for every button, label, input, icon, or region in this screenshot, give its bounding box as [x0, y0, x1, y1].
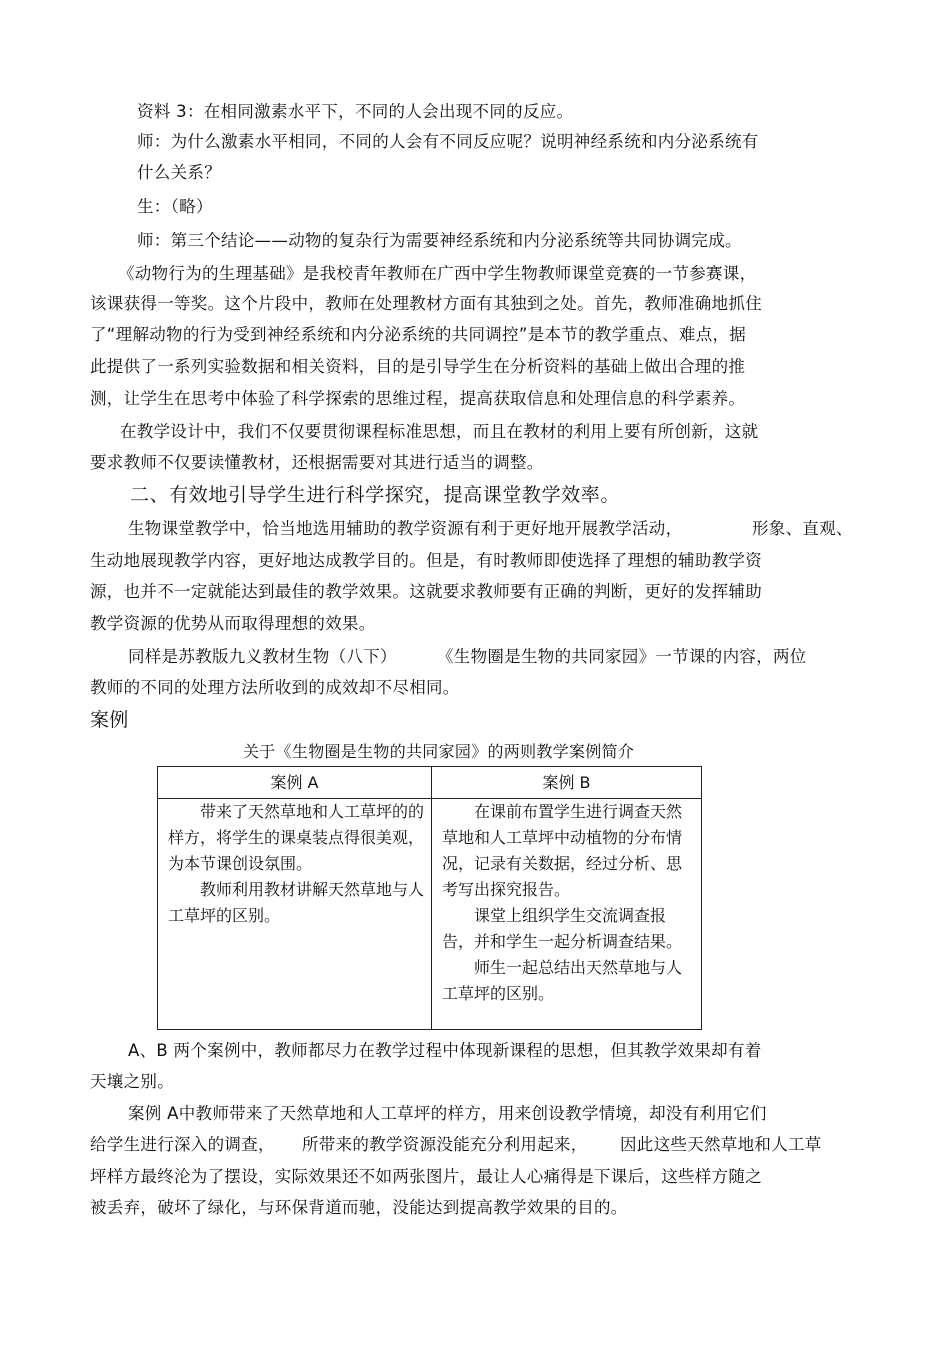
col-b-paragraph: 课堂上组织学生交流调查报告，并和学生一起分析调查结果。: [442, 906, 683, 951]
ab-line: A、B 两个案例中，教师都尽力在教学过程中体现新课程的思想，但其教学效果却有着: [128, 1041, 762, 1060]
resource-line: 形象、直观、: [752, 519, 853, 538]
case-comparison-table: [157, 766, 702, 1030]
col-b-cell: [432, 799, 702, 1030]
commentary-line: 该课获得一等奖。这个片段中，教师在处理教材方面有其独到之处。首先，教师准确地抓住: [90, 294, 762, 313]
analysis-line: 所带来的教学资源没能充分利用起来，: [302, 1135, 588, 1154]
table-caption: 关于《生物圈是生物的共同家园》的两则教学案例简介: [243, 742, 635, 761]
dialog-line: 资料 3：在相同激素水平下，不同的人会出现不同的反应。: [137, 102, 574, 121]
design-line: 要求教师不仅要读懂教材，还根据需要对其进行适当的调整。: [90, 453, 544, 472]
design-line: 在教学设计中，我们不仅要贯彻课程标准思想，而且在教材的利用上要有所创新，这就: [120, 422, 759, 441]
col-a-header: 案例 A: [158, 767, 432, 799]
table-header-row: [158, 767, 702, 799]
col-a-paragraph: 带来了天然草地和人工草坪的的样方，将学生的课桌装点得很美观，为本节课创设氛围。: [168, 802, 425, 873]
col-a-cell: [158, 799, 432, 1030]
commentary-line: 了“理解动物的行为受到神经系统和内分泌系统的共同调控”是本节的教学重点、难点，据: [90, 325, 747, 344]
commentary-line: 此提供了一系列实验数据和相关资料，目的是引导学生在分析资料的基础上做出合理的推: [90, 357, 746, 376]
commentary-line: 《动物行为的生理基础》是我校青年教师在广西中学生物教师课堂竞赛的一节参赛课，: [118, 264, 757, 283]
same-lesson-line: 《生物圈是生物的共同家园》一节课的内容，两位: [437, 647, 807, 666]
dialog-line: 什么关系？: [137, 163, 221, 182]
dialog-line: 师：第三个结论——动物的复杂行为需要神经系统和内分泌系统等共同协调完成。: [137, 231, 742, 250]
resource-line: 教学资源的优势从而取得理想的效果。: [90, 614, 376, 633]
table-row: [158, 799, 702, 1030]
analysis-line: 坪样方最终沦为了摆设，实际效果还不如两张图片，最让人心痛得是下课后，这些样方随之: [90, 1167, 762, 1186]
analysis-line: 因此这些天然草地和人工草: [620, 1135, 822, 1154]
resource-line: 生物课堂教学中，恰当地选用辅助的教学资源有利于更好地开展教学活动，: [128, 519, 683, 538]
resource-line: 生动地展现教学内容，更好地达成教学目的。但是，有时教师即使选择了理想的辅助教学资: [90, 551, 762, 570]
analysis-line: 给学生进行深入的调查，: [90, 1135, 275, 1154]
col-b-paragraph: 师生一起总结出天然草地与人工草坪的区别。: [442, 958, 683, 1003]
commentary-line: 测，让学生在思考中体验了科学探索的思维过程，提高获取信息和处理信息的科学素养。: [90, 389, 746, 408]
same-lesson-line: 同样是苏教版九义教材生物（八下）: [128, 647, 397, 666]
col-a-paragraph: 教师利用教材讲解天然草地与人工草坪的区别。: [168, 880, 425, 925]
dialog-line: 师：为什么激素水平相同，不同的人会有不同反应呢？说明神经系统和内分泌系统有: [137, 132, 759, 151]
resource-line: 源，也并不一定就能达到最佳的教学效果。这就要求教师要有正确的判断，更好的发挥辅助: [90, 582, 762, 601]
same-lesson-line: 教师的不同的处理方法所收到的成效却不尽相同。: [90, 678, 460, 697]
dialog-line: 生：（略）: [137, 197, 213, 216]
col-b-header: 案例 B: [432, 767, 702, 799]
section-heading: 二、有效地引导学生进行科学探究，提高课堂教学效率。: [130, 484, 621, 506]
col-b-paragraph: 在课前布置学生进行调查天然草地和人工草坪中动植物的分布情况，记录有关数据，经过分析、思考写出探究报告。: [442, 802, 683, 899]
analysis-line: 案例 A中教师带来了天然草地和人工草坪的样方，用来创设教学情境，却没有利用它们: [128, 1104, 767, 1123]
case-heading: 案例: [90, 709, 129, 731]
ab-line: 天壤之别。: [90, 1072, 174, 1091]
analysis-line: 被丢弃，破坏了绿化，与环保背道而驰，没能达到提高教学效果的目的。: [90, 1198, 628, 1217]
